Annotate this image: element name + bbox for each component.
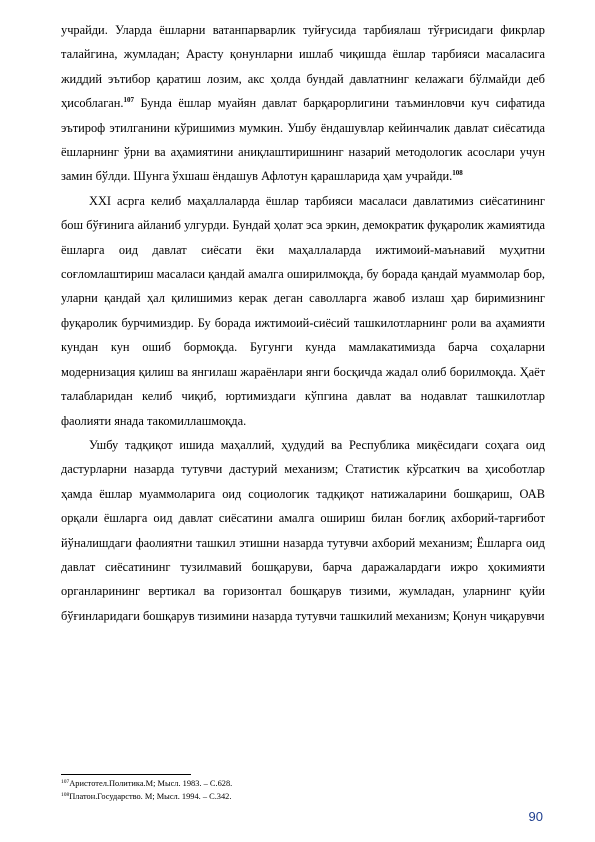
- footnote-number: 107: [61, 779, 70, 785]
- footnotes: [61, 777, 545, 803]
- paragraph-1: [61, 18, 545, 189]
- footnote-text: Аристотел.Политика.М; Мысл. 1983. – С.628.: [69, 779, 233, 788]
- paragraph-2: XXI асрга келиб маҳаллаларда ёшлар тарбияси масаласи давлатимиз сиёсатининг бош бўғинига айланиб улгурди. Бундай ҳолат эса эркин, демократик фуқаролик жамиятида ёшларга оид давлат сиёсати ёки маҳаллаларда ижтимоий-маънавий муҳитни соғломлаштириш масаласи қандай амалга оширилмоқда, бу борада қандай муаммолар бор, уларни қандай ҳал қилишимиз керак деган саволларга жавоб излаш ҳар биримизнинг фуқаролик бурчимиздир. Бу борада ижтимоий-сиёсий ташкилотларнинг роли ва аҳамияти кундан кун ошиб бормоқда. Бугунги кунда мамлакатимизда барча соҳаларни модернизация қилиш ва янгилаш жараёнлари янги босқичда жадал олиб борилмоқда. Ҳаёт талабларидан келиб чиқиб, юртимиздаги кўпгина давлат ва нодавлат ташкилотлар фаолияти янада такомиллашмоқда.: [61, 193, 545, 428]
- footnote-item: [61, 790, 545, 803]
- paragraph-1-text-continued: Бунда ёшлар муайян давлат барқарорлигини таъминловчи куч сифатида эътироф этилганини кўришимиз мумкин. Ушбу ёндашувлар кейинчалик давлат сиёсатида ёшларнинг ўрни ва аҳамиятини аниқлаштиришнинг назарий методологик асослари учун замин бўлди. Шунга ўхшаш ёндашув Афлотун қарашларида ҳам учрайди.: [61, 96, 545, 184]
- footnote-ref-108[interactable]: 108: [452, 169, 463, 178]
- body-text: [61, 18, 545, 628]
- footnote-item: [61, 777, 545, 790]
- page-number: 90: [528, 809, 543, 824]
- footnote-separator: [61, 774, 191, 775]
- footnote-ref-107[interactable]: 107: [123, 96, 135, 105]
- paragraph-1-text: учрайди. Уларда ёшларни ватанпарварлик туйғусида тарбиялаш тўғрисидаги фикрлар талайгина, жумладан; Арасту қонунларни ишлаб чиқишда ёшлар тарбияси масаласига жиддий эътибор қаратиш лозим, акс ҳолда бундай давлатнинг келажаги бўлмайди деб ҳисоблаган.: [61, 23, 545, 111]
- footnote-text: Платон.Государство. М; Мысл. 1994. – С.342.: [69, 792, 232, 801]
- footnote-number: 108: [61, 792, 70, 798]
- paragraph-3: Ушбу тадқиқот ишида маҳаллий, ҳудудий ва Республика миқёсидаги соҳага оид дастурларни назарда тутувчи дастурий механизм; Статистик кўрсаткич ва ҳисоботлар ҳамда ёшлар муаммоларига оид социологик тадқиқот натижаларини бошқариш, ОАВ орқали ёшларга оид давлат сиёсатини амалга ошириш билан боғлиқ ахборий-тарғибот йўналишдаги фаолиятни ташкил этишни назарда тутувчи ахборий механизм; Ёшларга оид давлат сиёсатининг тузилмавий бошқаруви, барча даражалардаги ижро ҳокимияти органларининг вертикал ва горизонтал бошқарув тизими, жумладан, уларнинг қуйи бўғинларидаги бошқарув тизимини назарда тутувчи ташкилий механизм; Қонун чиқарувчи: [61, 437, 545, 623]
